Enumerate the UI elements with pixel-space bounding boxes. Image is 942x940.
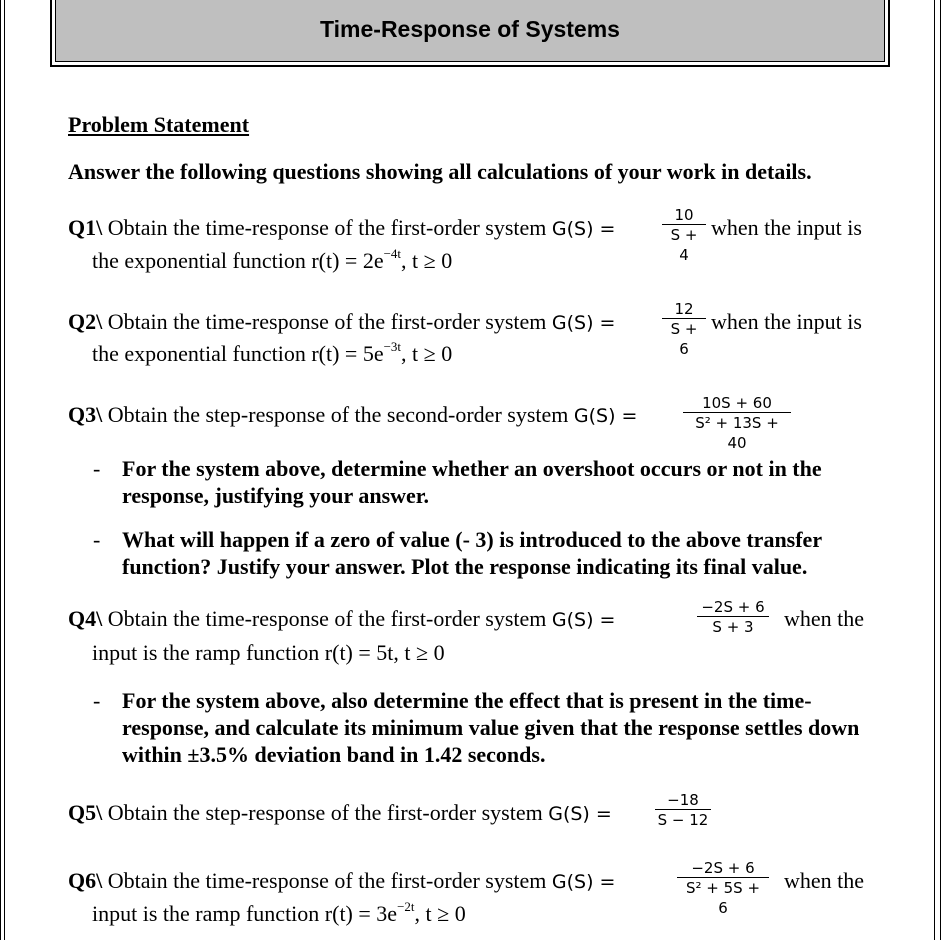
q6-label: Q6\ [68,868,103,893]
q6-text: Obtain the time-response of the first-order system [102,868,552,893]
q2-exponent: −3t [383,338,402,354]
page-title: Time-Response of Systems [320,15,620,42]
q2-numerator: 12 [674,300,694,318]
q4-denominator: S + 3 [712,618,754,636]
q4-fraction [697,598,769,637]
q1-after: when the input is [711,215,862,240]
q3-gs: G(S) = [573,405,638,427]
q4-label: Q4\ [68,606,103,631]
q6-numerator: −2S + 6 [691,859,755,877]
q1-exponent: −4t [383,245,402,261]
q2-line2 [92,338,453,367]
q2-label: Q2\ [68,309,103,334]
q3-bullet1: For the system above, determine whether an overshoot occurs or not in the response, justifying your answer. [122,456,822,508]
q1-text: Obtain the time-response of the first-order system [102,215,552,240]
q2-condition: , t ≥ 0 [401,341,453,366]
q3-denominator: S² + 13S + 40 [695,414,779,452]
q2-denominator: S + 6 [670,320,698,358]
q4-bullet1-dash: - [93,688,101,713]
q6-fraction [677,859,769,918]
q1-denominator: S + 4 [670,226,698,264]
q1-input: the exponential function r(t) = 2e [92,248,384,273]
problem-heading: Problem Statement [68,112,250,137]
q3-bullet2-dash: - [93,527,101,552]
q2-text: Obtain the time-response of the first-order system [102,309,552,334]
q6-condition: , t ≥ 0 [414,901,466,926]
title-banner [55,0,885,62]
q2-after: when the input is [711,309,862,334]
q6-after: when the [784,868,865,893]
q1-condition: , t ≥ 0 [401,248,453,273]
q6-exponent: −2t [397,898,415,914]
q3-bullet1-dash: - [93,456,101,481]
q2-input: the exponential function r(t) = 5e [92,341,384,366]
q1-line2 [92,245,453,274]
q3-bullet2: What will happen if a zero of value (- 3) is introduced to the above transfer function? Justify your answer. Plot the response indicating its final value. [122,527,822,579]
q5-denominator: S − 12 [657,811,709,829]
q6-denominator: S² + 5S + 6 [685,879,761,917]
q1-line1 [68,215,615,242]
q2-gs: G(S) = [551,312,616,334]
q5-gs: G(S) = [548,803,612,825]
q4-line2: input is the ramp function r(t) = 5t, t ≥ 0 [92,640,445,665]
q2-line1 [68,309,615,336]
q5-numerator: −18 [667,791,699,809]
q3-line1 [68,402,637,429]
q5-label: Q5\ [68,800,103,825]
q4-text: Obtain the time-response of the first-order system [102,606,552,631]
q4-numerator: −2S + 6 [701,598,765,616]
q6-input: input is the ramp function r(t) = 3e [92,901,398,926]
q3-label: Q3\ [68,402,103,427]
q6-gs: G(S) = [551,871,616,893]
q2-fraction [662,300,706,359]
q5-text: Obtain the step-response of the first-order system [102,800,549,825]
q4-after: when the [784,606,865,631]
instructions: Answer the following questions showing all calculations of your work in details. [68,159,812,184]
q1-label: Q1\ [68,215,103,240]
q4-line1 [68,606,615,633]
q5-line1 [68,800,612,827]
q4-gs: G(S) = [551,609,616,631]
q1-gs: G(S) = [551,218,616,240]
q3-fraction [683,394,791,453]
q6-line2 [92,898,466,927]
q6-line1 [68,868,615,895]
q5-fraction [655,791,711,830]
q3-numerator: 10S + 60 [702,394,772,412]
q1-numerator: 10 [674,206,694,224]
q3-text: Obtain the step-response of the second-order system [102,402,574,427]
q4-bullet1: For the system above, also determine the effect that is present in the time-response, and calculate its minimum value given that the response settles down within ±3.5% deviation band in 1.42 seconds. [122,688,860,767]
q1-fraction [662,206,706,265]
